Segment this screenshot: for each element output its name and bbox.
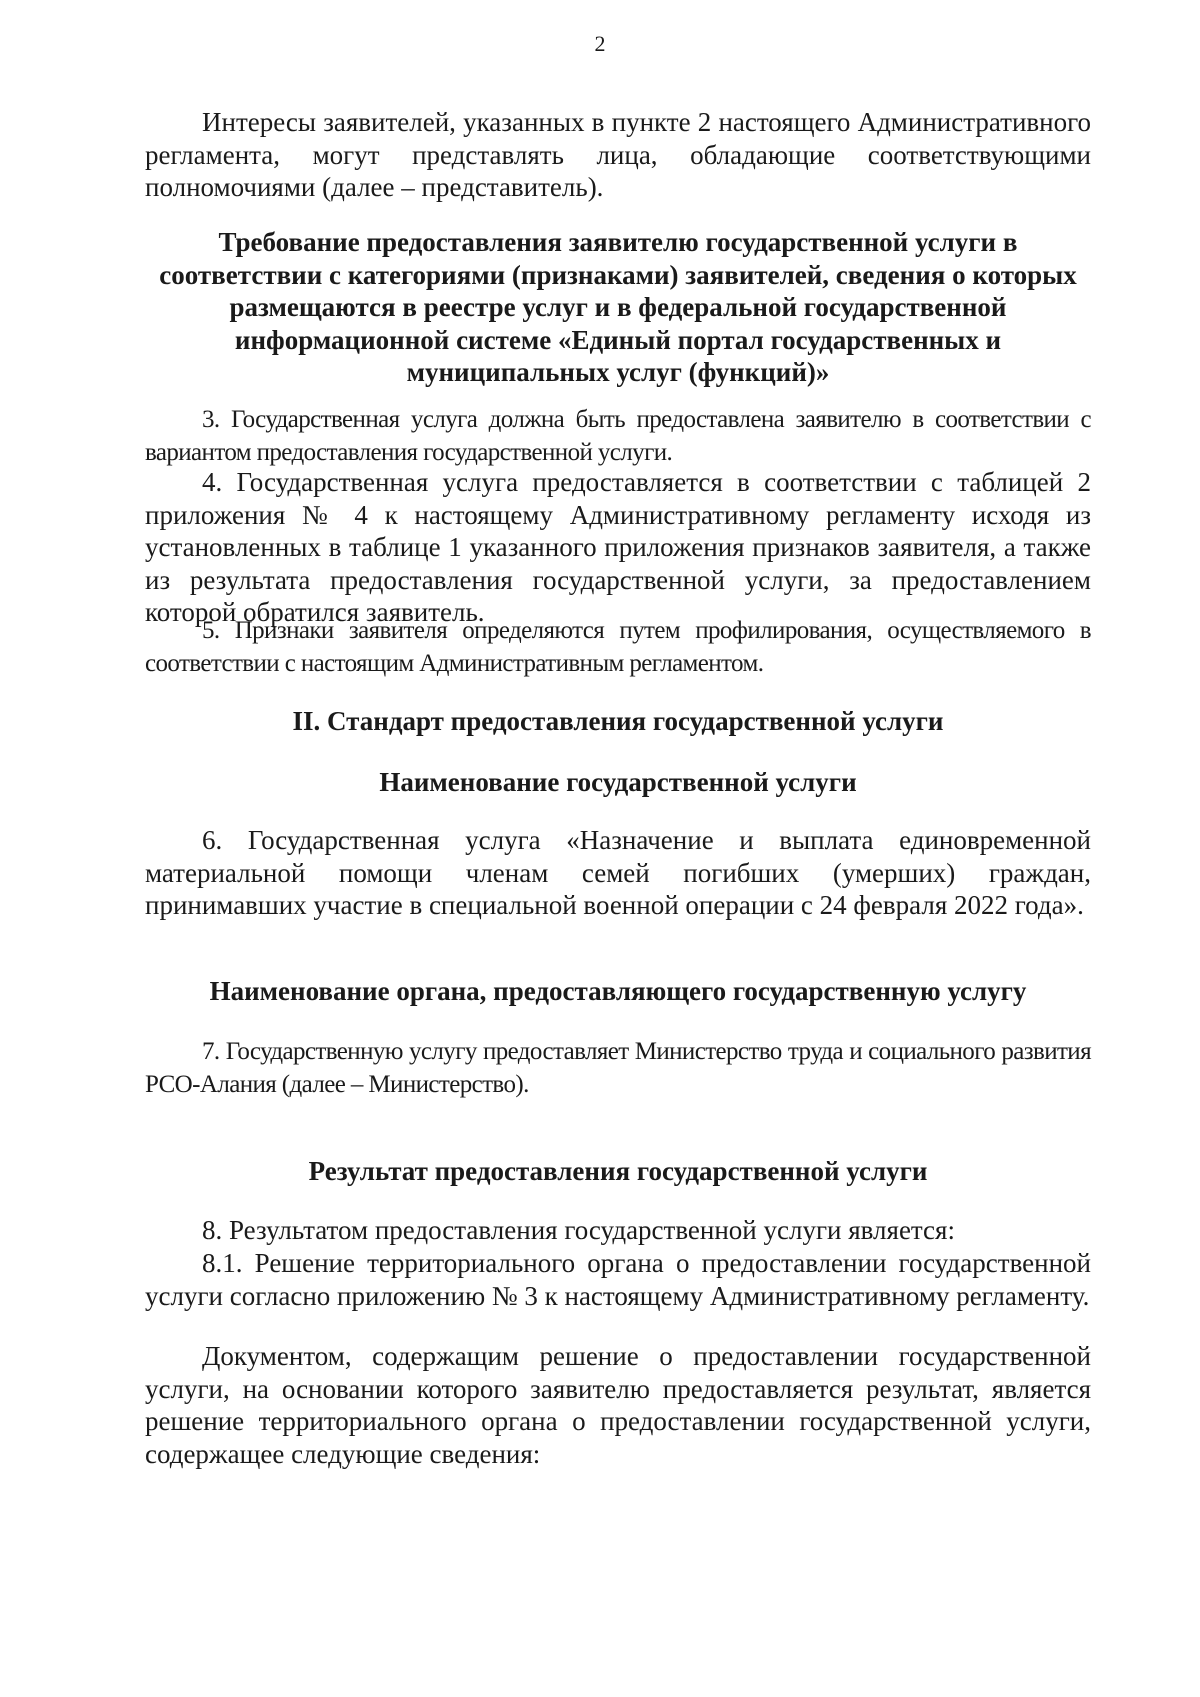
paragraph-6: 6. Государственная услуга «Назначение и выплата единовременной материальной помощи членам семей погибших (умерших) граждан, принимавших участие в специальной военной операции с 24 февраля 2022 года». [145, 825, 1091, 920]
paragraph-8: 8. Результатом предоставления государственной услуги является: [202, 1215, 955, 1245]
paragraph-4: 4. Государственная услуга предоставляется в соответствии с таблицей 2 приложения № 4 к настоящему Административному регламенту исходя из установленных в таблице 1 указанного приложения признаков заявителя, а также из результата предоставления государственной услуги, за предоставлением которой обратился заявитель. [145, 467, 1091, 627]
heading-requirement: Требование предоставления заявителю государственной услуги в соответствии с категориями (признаками) заявителей, сведения о которых размещаются в реестре услуг и в федеральной государственной информационной системе «Единый портал государственных и муниципальных услуг (функций)» [159, 227, 1077, 387]
paragraph-decision-document: Документом, содержащим решение о предоставлении государственной услуги, на основании которого заявителю предоставляется результат, является решение территориального органа о предоставлении государственной услуги, содержащее следующие сведения: [145, 1341, 1091, 1469]
heading-result: Результат предоставления государственной услуги [308, 1156, 928, 1186]
paragraph-7: 7. Государственную услугу предоставляет Министерство труда и социального развития РСО-Алания (далее – Министерство). [145, 1038, 1091, 1098]
paragraph-representative: Интересы заявителей, указанных в пункте 2 настоящего Административного регламента, могут представлять лица, обладающие соответствующими полномочиями (далее – представитель). [145, 107, 1091, 202]
paragraph-8-1: 8.1. Решение территориального органа о предоставлении государственной услуги согласно приложению № 3 к настоящему Административному регламенту. [145, 1248, 1091, 1311]
paragraph-5: 5. Признаки заявителя определяются путем профилирования, осуществляемого в соответствии с настоящим Административным регламентом. [145, 617, 1091, 677]
heading-organ-name: Наименование органа, предоставляющего государственную услугу [209, 976, 1027, 1006]
heading-section-2: II. Стандарт предоставления государственной услуги [292, 706, 944, 736]
heading-service-name: Наименование государственной услуги [379, 767, 857, 797]
paragraph-3: 3. Государственная услуга должна быть предоставлена заявителю в соответствии с вариантом предоставления государственной услуги. [145, 406, 1091, 466]
page-number: 2 [594, 31, 606, 56]
